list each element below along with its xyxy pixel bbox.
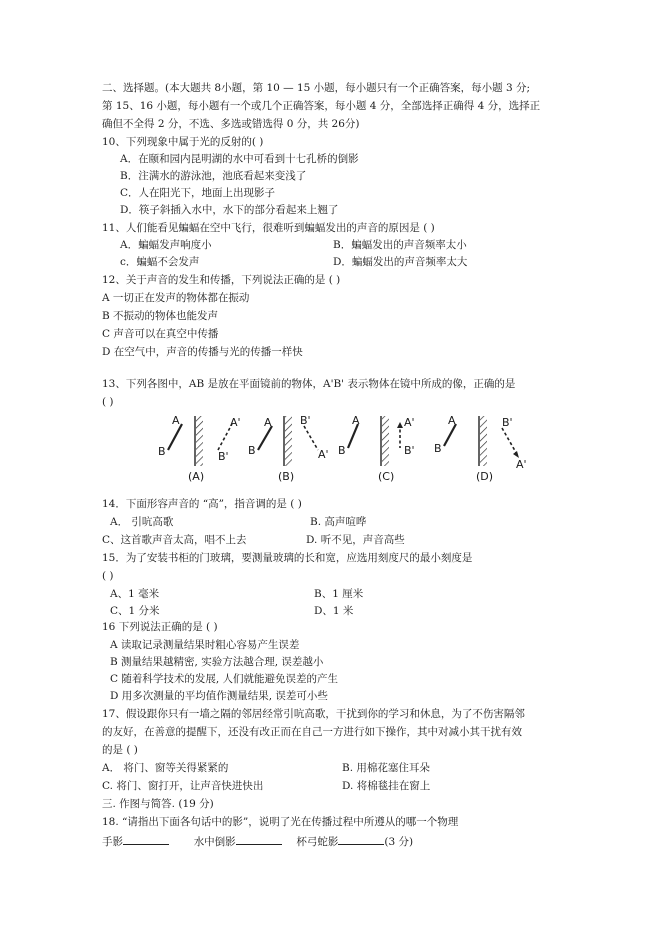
label-b: B <box>248 444 256 457</box>
arrow-head <box>397 422 403 428</box>
mirror <box>285 416 292 466</box>
mirror <box>196 416 203 466</box>
label-b: B <box>158 445 166 458</box>
label-a: A <box>448 414 456 427</box>
q18-prompt-2: 水中倒影 <box>193 836 236 848</box>
q11-option-b: B．蝙蝠发出的声音频率太小 <box>333 239 467 251</box>
q14-stem: 14．下面形容声音的 “高”，指音调的是 ( ) <box>102 498 302 510</box>
q17-option-c: C. 将门、窗打开，让声音快进快出 <box>102 780 264 792</box>
label-a-prime: A' <box>230 416 241 429</box>
q17-stem-line2: 的友好，在善意的提醒下，还没有改正而在自己一方进行如下操作，其中对减小其干扰有效 <box>102 726 522 738</box>
label-a: A <box>172 414 180 427</box>
q18-answers <box>102 833 413 849</box>
q18-prompt-3: 杯弓蛇影 <box>296 836 339 848</box>
q18-prompt-1: 手影 <box>102 836 123 848</box>
q10-option-b: B．注满水的游泳池，池底看起来变浅了 <box>120 170 307 182</box>
image-ab <box>502 428 518 456</box>
label-a-prime: A' <box>516 458 527 471</box>
mirror <box>480 416 487 466</box>
q15-option-d: D、1 米 <box>314 605 354 617</box>
caption-d: (D) <box>476 470 494 483</box>
q14-option-b: B. 高声喧哗 <box>310 516 367 528</box>
q18-blank-2[interactable] <box>236 833 282 845</box>
object-ab <box>168 424 182 450</box>
q15-option-c: C、1 分米 <box>110 605 160 617</box>
label-b: B <box>434 442 442 455</box>
q12-stem: 12、关于声音的发生和传播，下列说法正确的是 ( ) <box>102 274 341 286</box>
q13-stem-line2: ( ) <box>102 396 114 408</box>
label-b-prime: B' <box>404 444 415 457</box>
mirror <box>382 416 389 466</box>
object-ab <box>348 424 358 448</box>
q10-option-c: C．人在阳光下，地面上出现影子 <box>120 187 276 199</box>
label-b: B <box>338 444 346 457</box>
q10-option-d: D．筷子斜插入水中，水下的部分看起来上翘了 <box>120 204 339 216</box>
q14-option-c: C、这首歌声音太高，唱不上去 <box>102 534 247 546</box>
arrow-head <box>513 451 519 458</box>
q14-option-a: A． 引吭高歌 <box>110 516 174 528</box>
q16-option-c: C 随着科学技术的发展, 人们就能避免误差的产生 <box>110 673 339 685</box>
q12-option-a: A 一切正在发声的物体都在振动 <box>102 292 250 304</box>
q10-stem: 10、下列现象中属于光的反射的( ) <box>102 136 264 148</box>
label-a-prime: A' <box>318 448 329 461</box>
q17-stem-line1: 17、假设跟你只有一墙之隔的邻居经常引吭高歌，干扰到你的学习和休息，为了不伤害隔邻 <box>102 708 525 720</box>
q11-stem: 11、人们能看见蝙蝠在空中飞行，很难听到蝙蝠发出的声音的原因是 ( ) <box>102 222 435 234</box>
q18-blank-3[interactable] <box>338 833 384 845</box>
label-a: A <box>352 414 360 427</box>
section2-header-line1: 二、选择题。(本大题共 8小题，第 10 — 15 小题，每小题只有一个正确答案，每小题 3 分; <box>102 82 531 94</box>
q18-blank-1[interactable] <box>123 833 169 845</box>
q10-option-a: A．在颐和园内昆明湖的水中可看到十七孔桥的倒影 <box>120 153 359 165</box>
label-b-prime: B' <box>502 416 513 429</box>
q18-stem: 18. “请指出下面各句话中的影”，说明了光在传播过程中所遵从的哪一个物理 <box>102 816 459 828</box>
q15-stem: 15．为了安装书柜的门玻璃，要测量玻璃的长和宽，应选用刻度尺的最小刻度是 <box>102 552 473 564</box>
q17-option-d: D. 将棉毯挂在窗上 <box>342 780 431 792</box>
q17-option-b: B. 用棉花塞住耳朵 <box>342 762 430 774</box>
section3-header: 三. 作图与简答. (19 分) <box>102 798 214 810</box>
q16-option-a: A 读取记录测量结果时粗心容易产生误差 <box>110 639 300 651</box>
q17-option-a: A． 将门、窗等关得紧紧的 <box>102 762 229 774</box>
object-ab <box>444 424 456 446</box>
q18-score: (3 分) <box>384 836 414 848</box>
q13-stem-line1: 13、下列各图中，AB 是放在平面镜前的物体，A'B' 表示物体在镜中所成的像，正确的是 <box>102 378 516 390</box>
label-a-prime: A' <box>404 416 415 429</box>
q11-option-c: c．蝙蝠不会发声 <box>120 256 200 268</box>
caption-c: (C) <box>378 470 395 483</box>
section2-header-line2: 第 15、16 小题，每小题有一个或几个正确答案，每小题 4 分，全部选择正确得 4 分，选择正 <box>102 100 541 112</box>
q17-stem-line3: 的是 ( ) <box>102 744 138 756</box>
q11-option-a: A．蝙蝠发声响度小 <box>120 239 212 251</box>
q16-option-b: B 测量结果越精密, 实验方法越合理, 误差越小 <box>110 656 324 668</box>
image-ab <box>304 426 318 450</box>
section2-header-line3: 确但不全得 2 分，不选、多选或错选得 0 分，共 26分) <box>102 118 360 130</box>
q16-stem: 16 下列说法正确的是 ( ) <box>102 621 218 633</box>
q15-stem-line2: ( ) <box>102 570 114 582</box>
caption-b: (B) <box>278 470 295 483</box>
label-b-prime: B' <box>218 450 229 463</box>
mirror-figure <box>150 410 530 488</box>
q12-option-d: D 在空气中，声音的传播与光的传播一样快 <box>102 346 303 358</box>
q12-option-b: B 不振动的物体也能发声 <box>102 310 219 322</box>
object-ab <box>258 426 272 450</box>
q12-option-c: C 声音可以在真空中传播 <box>102 328 219 340</box>
label-a: A <box>264 416 272 429</box>
label-b-prime: B' <box>300 414 311 427</box>
q14-option-d: D. 听不见，声音高些 <box>306 534 405 546</box>
q16-option-d: D 用多次测量的平均值作测量结果, 误差可小些 <box>110 690 328 702</box>
q11-option-d: D．蝙蝠发出的声音频率太大 <box>333 256 468 268</box>
caption-a: (A) <box>188 470 205 483</box>
q15-option-b: B、1 厘米 <box>314 588 364 600</box>
q15-option-a: A、1 毫米 <box>110 588 160 600</box>
